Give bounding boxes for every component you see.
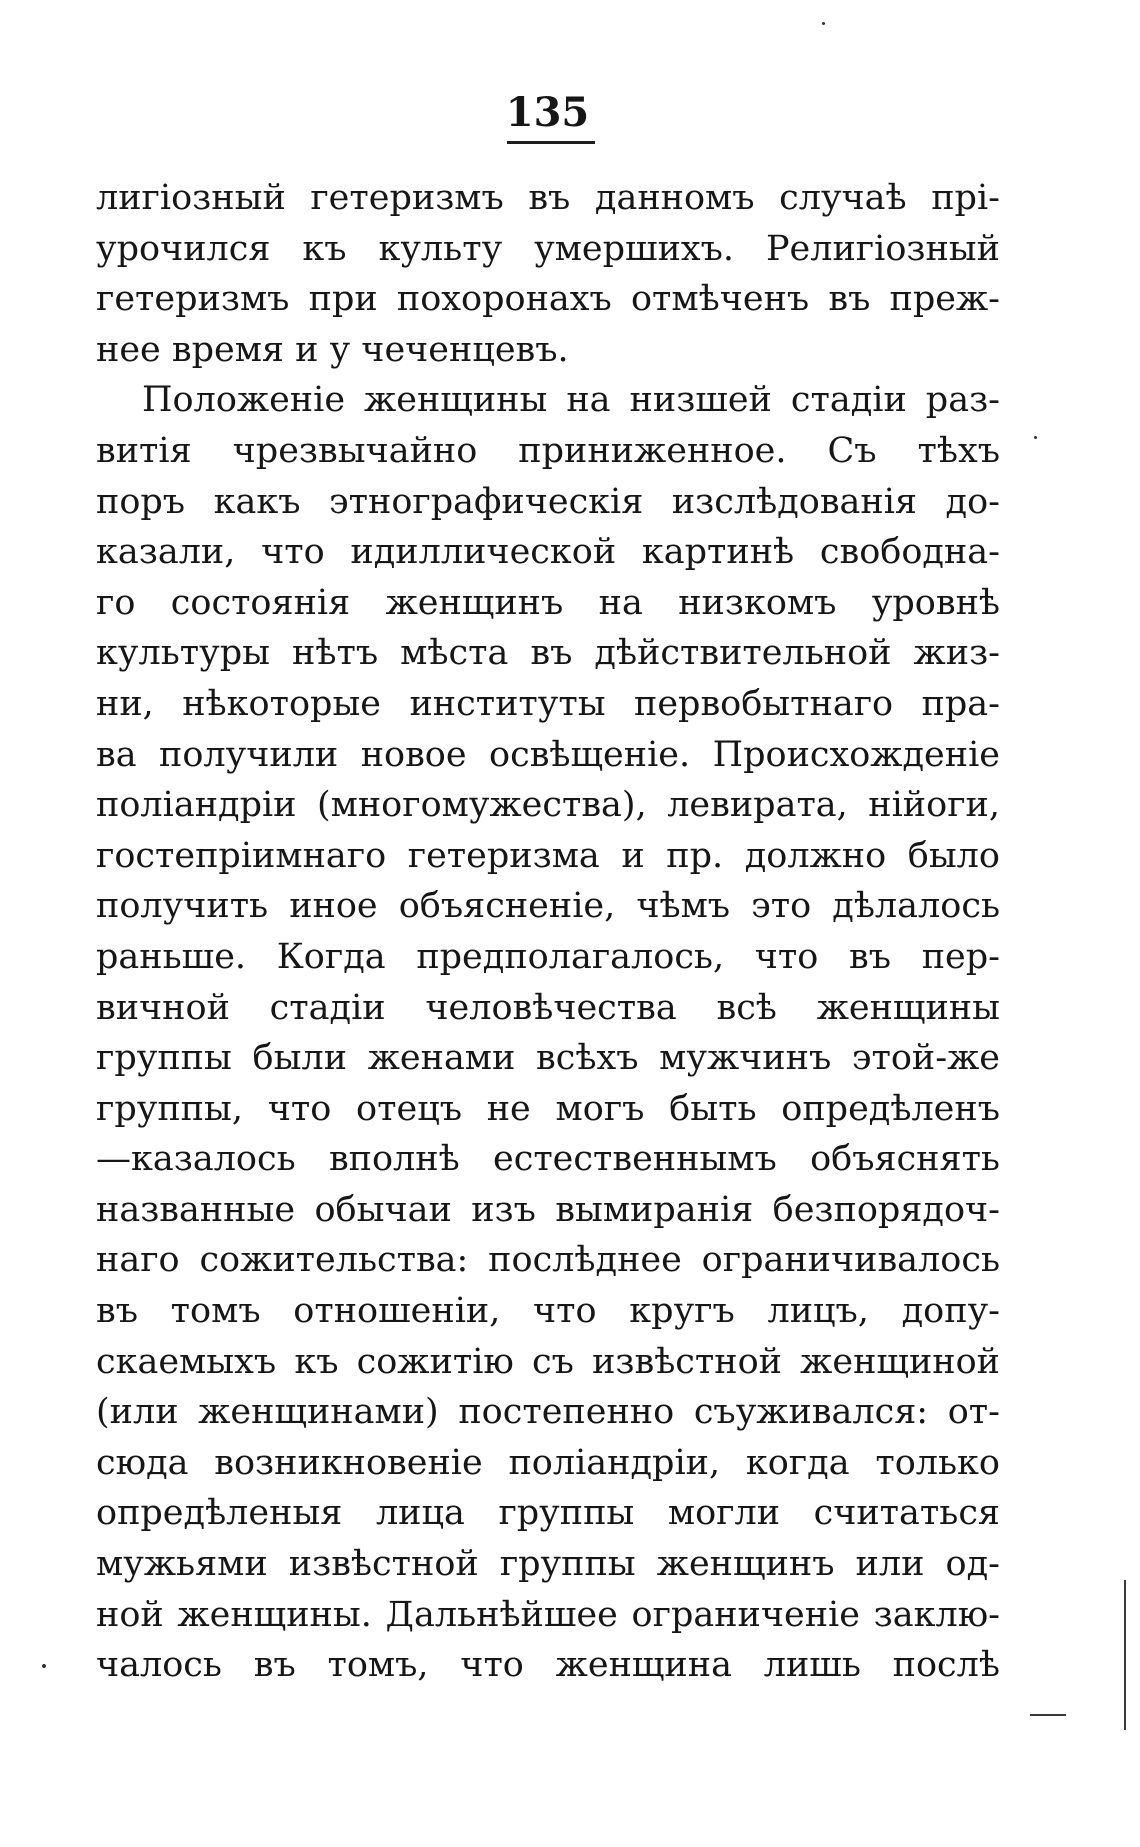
text-line: наго сожительства: послѣднее ограничивалось <box>96 1240 1000 1281</box>
text-line: скаемыхъ къ сожитію съ извѣстной женщиной <box>96 1341 1000 1382</box>
text-line: ни, нѣкоторые институты первобытнаго пра- <box>96 683 1000 724</box>
body-text <box>96 173 1000 1691</box>
text-line: опредѣленыя лица группы могли считаться <box>96 1493 1000 1534</box>
text-line: поръ какъ этнографическія изслѣдованія до- <box>96 481 1000 522</box>
text-line: ва получили новое освѣщеніе. Происхожденіе <box>96 734 1000 775</box>
text-line: вичной стадіи человѣчества всѣ женщины <box>96 987 1000 1028</box>
page-number: 135 <box>505 89 590 136</box>
text-line: поліандріи (многомужества), левирата, нійоги, <box>96 785 1000 826</box>
text-line: культуры нѣтъ мѣста въ дѣйствительной жиз- <box>96 633 1000 674</box>
text-line: (или женщинами) постепенно съуживался: от- <box>96 1392 1000 1433</box>
margin-mark <box>1030 1714 1066 1716</box>
text-line: получить иное объясненіе, чѣмъ это дѣлалось <box>96 886 1000 927</box>
page-number-rule <box>507 141 595 144</box>
text-line: ной женщины. Дальнѣйшее ограниченіе заклю- <box>96 1594 1000 1635</box>
text-line: нее время и у чеченцевъ. <box>96 329 569 370</box>
text-line: названные обычаи изъ вымиранія безпорядоч- <box>96 1189 1000 1230</box>
scan-speck <box>42 1664 46 1668</box>
text-line: витія чрезвычайно приниженное. Съ тѣхъ <box>96 430 1000 471</box>
text-line: мужьями извѣстной группы женщинъ или од- <box>96 1544 1000 1585</box>
text-line: гетеризмъ при похоронахъ отмѣченъ въ преж- <box>96 279 1000 320</box>
scan-speck <box>1034 436 1037 439</box>
margin-mark <box>1124 1580 1126 1730</box>
text-line: группы, что отецъ не могъ быть опредѣленъ <box>96 1088 1000 1129</box>
text-line: сюда возникновеніе поліандріи, когда только <box>96 1442 1000 1483</box>
text-line: группы были женами всѣхъ мужчинъ этой-же <box>96 1038 1000 1079</box>
text-line: раньше. Когда предполагалось, что въ пер- <box>96 936 1000 977</box>
text-line: гостепріимнаго гетеризма и пр. должно было <box>96 835 1000 876</box>
text-line: урочился къ культу умершихъ. Религіозный <box>96 228 1000 269</box>
text-line: казали, что идиллической картинѣ свободна- <box>96 532 1000 573</box>
text-line: го состоянія женщинъ на низкомъ уровнѣ <box>96 582 1000 623</box>
text-line: лигіозный гетеризмъ въ данномъ случаѣ прі- <box>96 178 1000 218</box>
text-line: въ томъ отношеніи, что кругъ лицъ, допу- <box>96 1291 1000 1332</box>
text-line: —казалось вполнѣ естественнымъ объяснять <box>96 1139 1000 1180</box>
text-line: чалось въ томъ, что женщина лишь послѣ <box>96 1645 1000 1686</box>
paragraph-first-line: Положеніе женщины на низшей стадіи раз- <box>142 380 1000 421</box>
scan-speck <box>822 22 825 25</box>
